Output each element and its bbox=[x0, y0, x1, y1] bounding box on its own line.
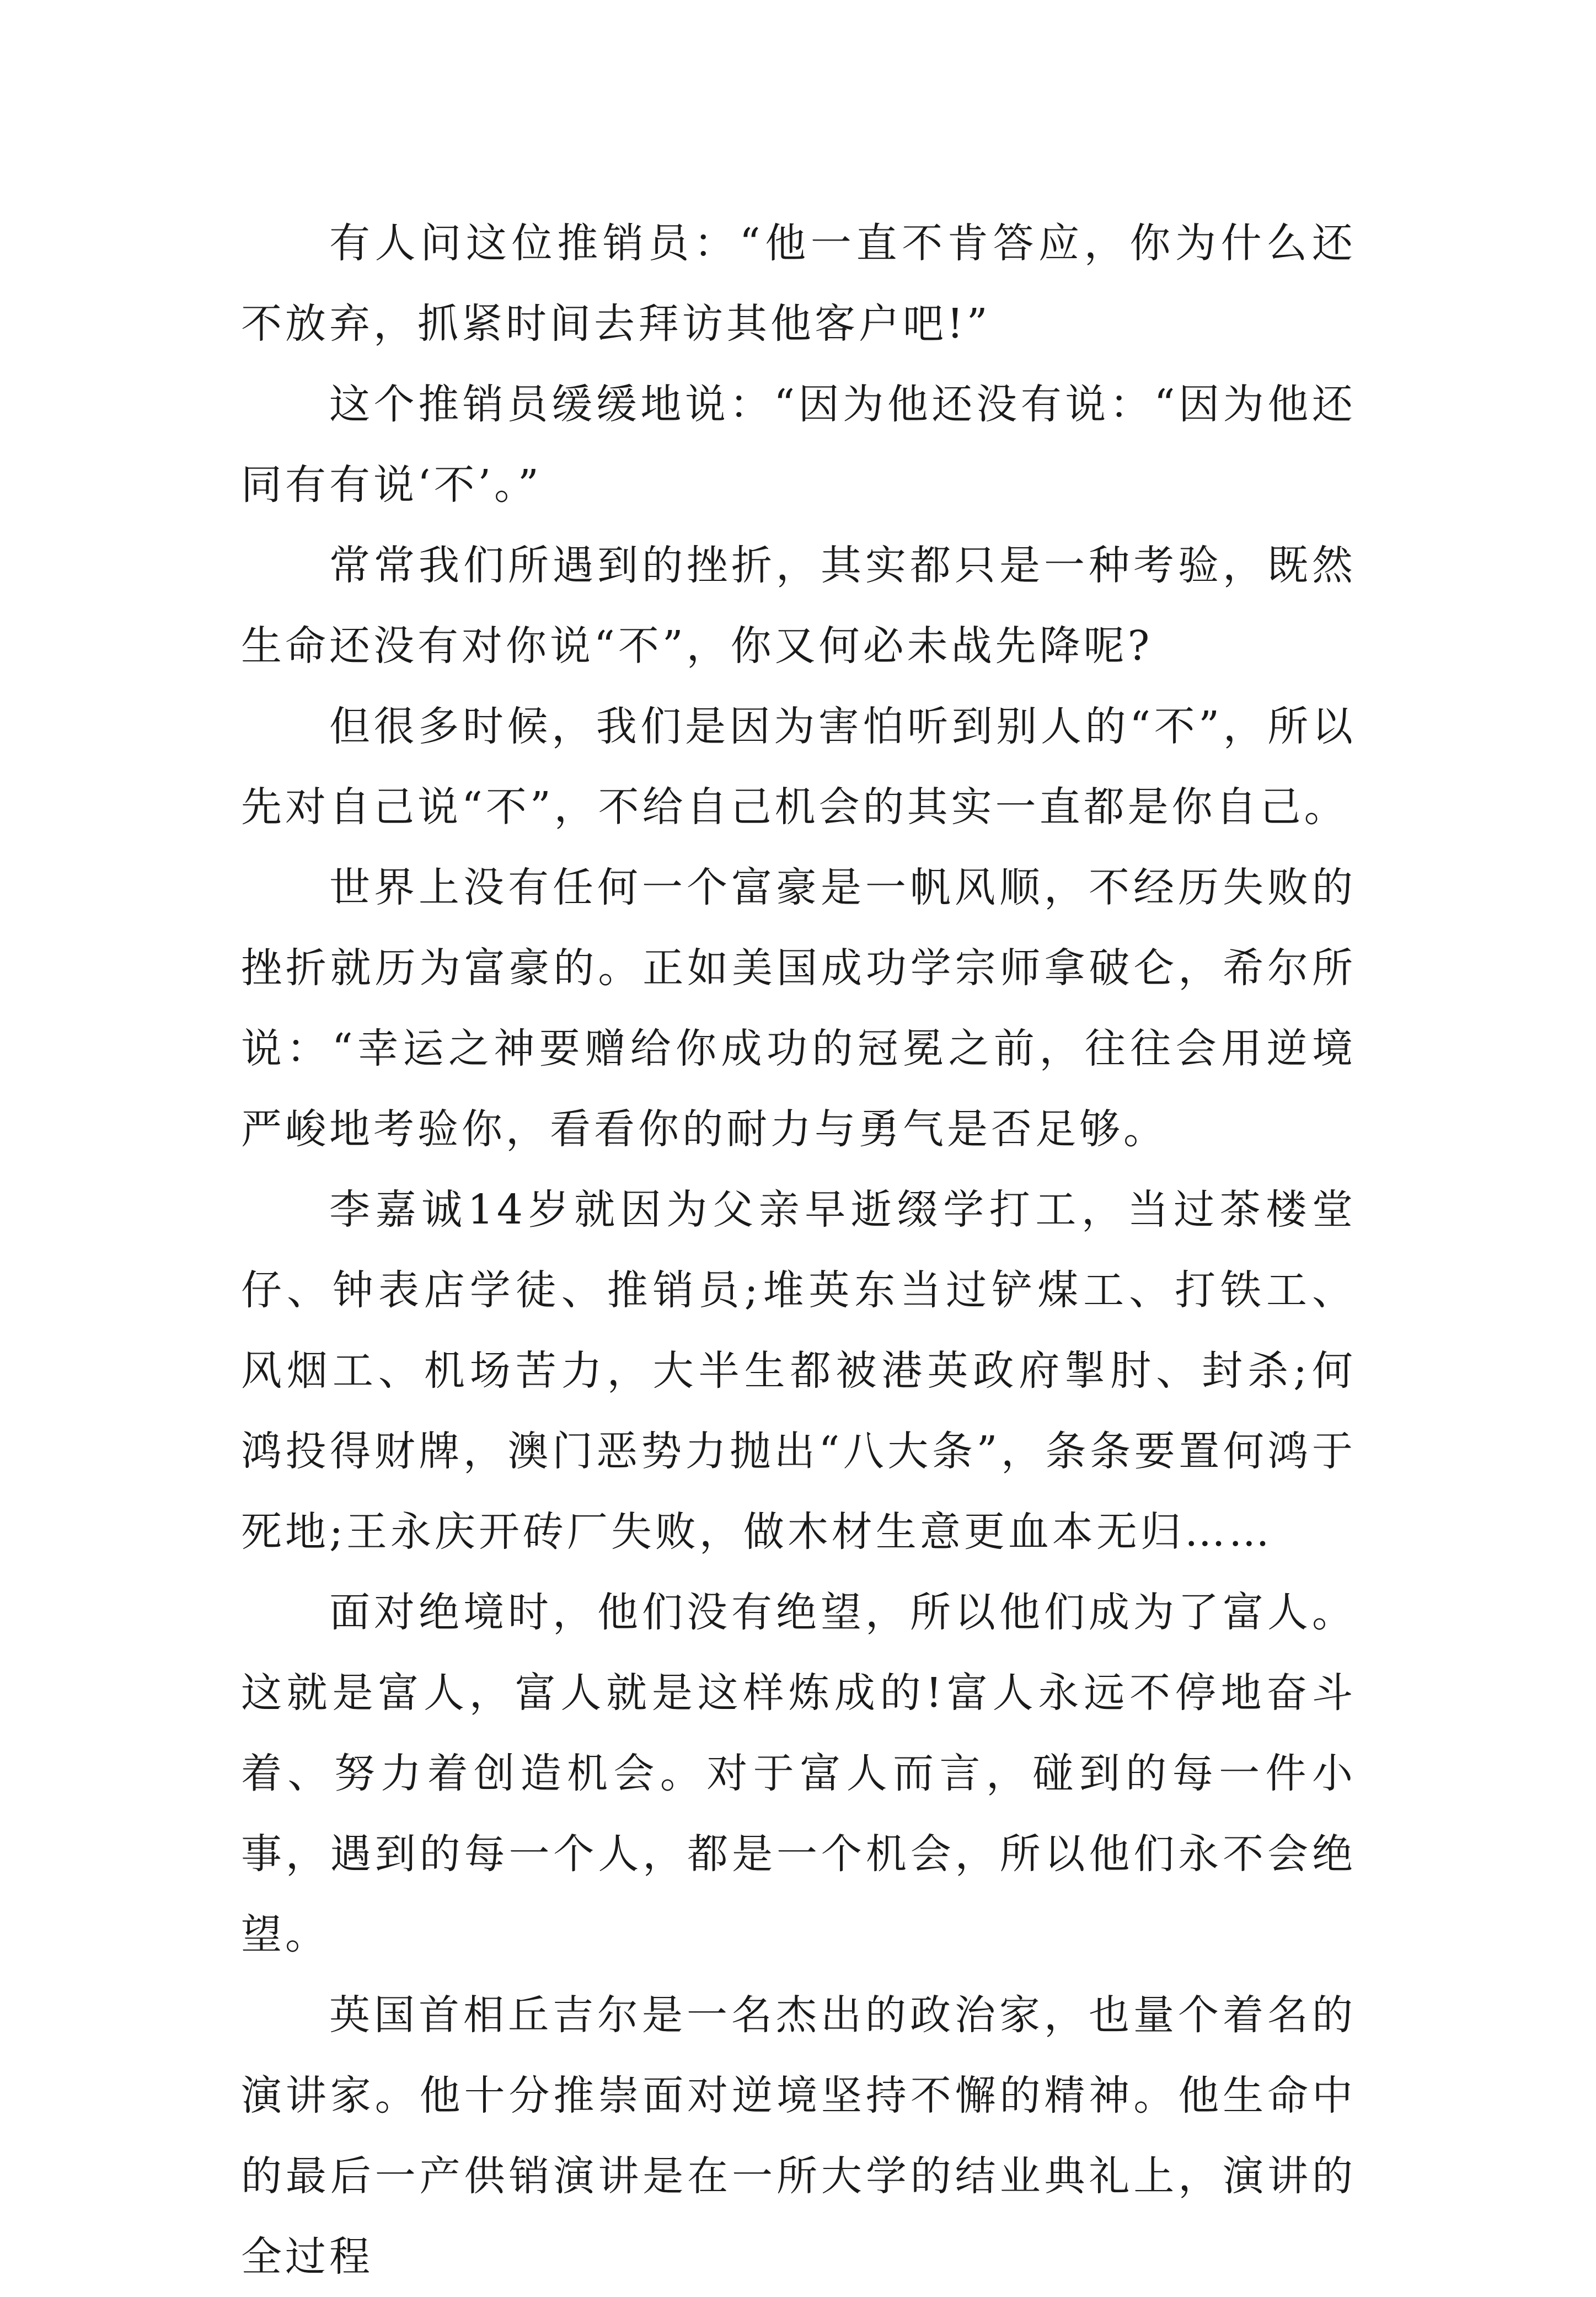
paragraph-5: 世界上没有任何一个富豪是一帆风顺，不经历失败的挫折就历为富豪的。正如美国成功学宗师拿破仑，希尔所说：“幸运之神要赠给你成功的冠冕之前，往往会用逆境严峻地考验你，看看你的耐力与勇气是否足够。 bbox=[241, 864, 1356, 1153]
paragraph-1: 有人问这位推销员：“他一直不肯答应，你为什么还不放弃，抓紧时间去拜访其他客户吧!” bbox=[241, 220, 1356, 348]
paragraph-2: 这个推销员缓缓地说：“因为他还没有说：“因为他还同有有说‘不’。” bbox=[241, 381, 1356, 509]
paragraph-6: 李嘉诚14岁就因为父亲早逝缀学打工，当过茶楼堂仔、钟表店学徒、推销员;堆英东当过铲煤工、打铁工、风烟工、机场苦力，大半生都被港英政府掣肘、封杀;何鸿投得财牌，澳门恶势力抛出“八大条”，条条要置何鸿于死地;王永庆开砖厂失败，做木材生意更血本无归…… bbox=[241, 1186, 1356, 1556]
paragraph-4: 但很多时候，我们是因为害怕听到别人的“不”，所以先对自己说“不”，不给自己机会的其实一直都是你自己。 bbox=[241, 703, 1356, 831]
paragraph-7: 面对绝境时，他们没有绝望，所以他们成为了富人。这就是富人，富人就是这样炼成的!富人永远不停地奋斗着、努力着创造机会。对于富人而言，碰到的每一件小事，遇到的每一个人，都是一个机会，所以他们永不会绝望。 bbox=[241, 1589, 1356, 1958]
paragraph-3: 常常我们所遇到的挫折，其实都只是一种考验，既然生命还没有对你说“不”，你又何必未战先降呢? bbox=[241, 542, 1356, 670]
paragraph-8: 英国首相丘吉尔是一名杰出的政治家，也量个着名的演讲家。他十分推崇面对逆境坚持不懈的精神。他生命中的最后一产供销演讲是在一所大学的结业典礼上，演讲的全过程 bbox=[241, 1991, 1356, 2280]
document-body bbox=[241, 203, 1356, 2297]
